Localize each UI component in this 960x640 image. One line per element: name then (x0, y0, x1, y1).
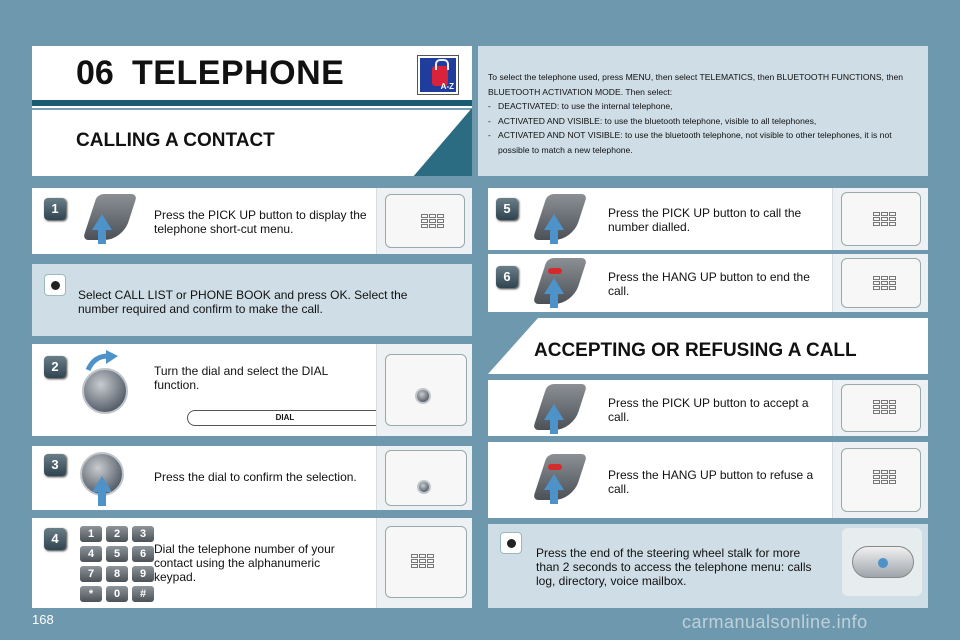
arrow-up-icon (544, 404, 564, 420)
telephone-chapter-icon (418, 56, 458, 94)
page-number: 168 (32, 612, 54, 627)
console-diagram (376, 518, 472, 608)
console-diagram (832, 254, 928, 312)
step-number: 3 (44, 454, 66, 476)
red-handset-icon (548, 268, 562, 274)
step-3-panel (32, 446, 472, 510)
arrow-up-icon (98, 228, 106, 244)
console-diagram (376, 446, 472, 510)
section-title-accepting: ACCEPTING OR REFUSING A CALL (534, 340, 857, 361)
header-divider-thin (32, 108, 472, 110)
step-number: 6 (496, 266, 518, 288)
dial-knob-icon (82, 368, 128, 414)
console-keypad (873, 470, 896, 484)
accept-call-panel (488, 380, 928, 436)
console-diagram (832, 442, 928, 518)
step-text: Dial the telephone number of your contact using the alphanumeric keypad. (154, 542, 335, 584)
keypad-key: 6 (132, 546, 154, 562)
step-4-panel (32, 518, 472, 608)
keypad-key: * (80, 586, 102, 602)
console-keypad (421, 214, 444, 228)
watermark: carmanualsonline.info (682, 612, 868, 632)
intro-panel (478, 46, 928, 176)
step-1-panel (32, 188, 472, 254)
header-divider (32, 100, 472, 106)
console-diagram (376, 344, 472, 436)
console-knob (417, 480, 431, 494)
arrow-up-icon (550, 292, 558, 308)
arrow-up-icon (550, 418, 558, 434)
keypad-key: 3 (132, 526, 154, 542)
intro-list-item: - DEACTIVATED: to use the internal telephone, (488, 99, 918, 114)
refuse-call-panel (488, 442, 928, 518)
intro-item-text: DEACTIVATED: to use the internal telephone, (498, 101, 673, 112)
step-2-panel (32, 344, 472, 436)
chapter-number: 06 (76, 54, 114, 92)
arrow-up-icon (550, 228, 558, 244)
chapter-icon-text: A-Z (440, 82, 454, 91)
step-text: Turn the dial and select the DIAL function. (154, 364, 328, 392)
step-6-panel (488, 254, 928, 312)
step-5-panel (488, 188, 928, 250)
step-number: 1 (44, 198, 66, 220)
tip-1-panel (32, 264, 472, 336)
arrow-up-icon (98, 490, 106, 506)
intro-item-text: ACTIVATED AND VISIBLE: to use the bluetooth telephone, visible to all telephones, (498, 115, 817, 126)
section-accepting-header (488, 318, 928, 374)
intro-text: To select the telephone used, press MENU, then select TELEMATICS, then BLUETOOTH FUNCTIONS, then BLUETOOTH ACTIVATION MODE. Then select: (488, 72, 904, 97)
console-keypad (873, 276, 896, 290)
step-number: 4 (44, 528, 66, 550)
tip-text: Select CALL LIST or PHONE BOOK and press OK. Select the number required and confirm to make the call. (78, 288, 408, 316)
console-keypad (873, 212, 896, 226)
console-keypad (873, 400, 896, 414)
keypad-key: # (132, 586, 154, 602)
keypad-key: 2 (106, 526, 128, 542)
chapter-title: TELEPHONE (132, 54, 345, 92)
step-text: Press the dial to confirm the selection. (154, 470, 357, 484)
lightbulb-icon (44, 274, 66, 296)
arrow-up-icon (544, 474, 564, 490)
console-outline (385, 450, 467, 506)
tip-text: Press the end of the steering wheel stalk for more than 2 seconds to access the telephone menu: calls log, directory, voice mailbox. (536, 546, 812, 588)
keypad-key: 5 (106, 546, 128, 562)
keypad-key: 8 (106, 566, 128, 582)
keypad-key: 4 (80, 546, 102, 562)
console-diagram (376, 188, 472, 254)
console-diagram (832, 380, 928, 436)
intro-item-text: ACTIVATED AND NOT VISIBLE: to use the bluetooth telephone, not visible to other telephones, it is not possible to match a new telephone. (498, 130, 892, 155)
console-keypad (411, 554, 434, 568)
keypad-key: 9 (132, 566, 154, 582)
keypad-key: 0 (106, 586, 128, 602)
step-text: Press the PICK UP button to accept a call. (608, 396, 809, 424)
header-corner-triangle (412, 108, 472, 176)
section-corner-triangle (488, 318, 538, 374)
step-text: Press the HANG UP button to end the call. (608, 270, 810, 298)
rotate-arrow-icon (84, 350, 120, 372)
keypad-key: 7 (80, 566, 102, 582)
chapter-header (32, 46, 472, 176)
intro-list-item: - ACTIVATED AND NOT VISIBLE: to use the bluetooth telephone, not visible to other telephones, it is not possible to match a new telephone. (488, 128, 918, 157)
step-number: 5 (496, 198, 518, 220)
keypad-key: 1 (80, 526, 102, 542)
console-knob (415, 388, 431, 404)
red-handset-icon (548, 464, 562, 470)
step-number: 2 (44, 356, 66, 378)
arrow-up-icon (92, 214, 112, 230)
console-diagram (832, 188, 928, 250)
arrow-up-icon (92, 476, 112, 492)
arrow-up-icon (544, 214, 564, 230)
step-text: Press the PICK UP button to display the telephone short-cut menu. (154, 208, 367, 236)
arrow-up-icon (544, 278, 564, 294)
steering-wheel-stalk-icon (842, 528, 922, 596)
section-title-calling: CALLING A CONTACT (76, 130, 275, 151)
intro-list-item: - ACTIVATED AND VISIBLE: to use the bluetooth telephone, visible to all telephones, (488, 114, 918, 129)
alphanumeric-keypad (80, 526, 154, 602)
arrow-up-icon (550, 488, 558, 504)
dial-function-bar: DIAL (187, 410, 383, 426)
step-text: Press the PICK UP button to call the number dialled. (608, 206, 802, 234)
step-text: Press the HANG UP button to refuse a call. (608, 468, 814, 496)
stalk-button (878, 558, 888, 568)
lightbulb-icon (500, 532, 522, 554)
